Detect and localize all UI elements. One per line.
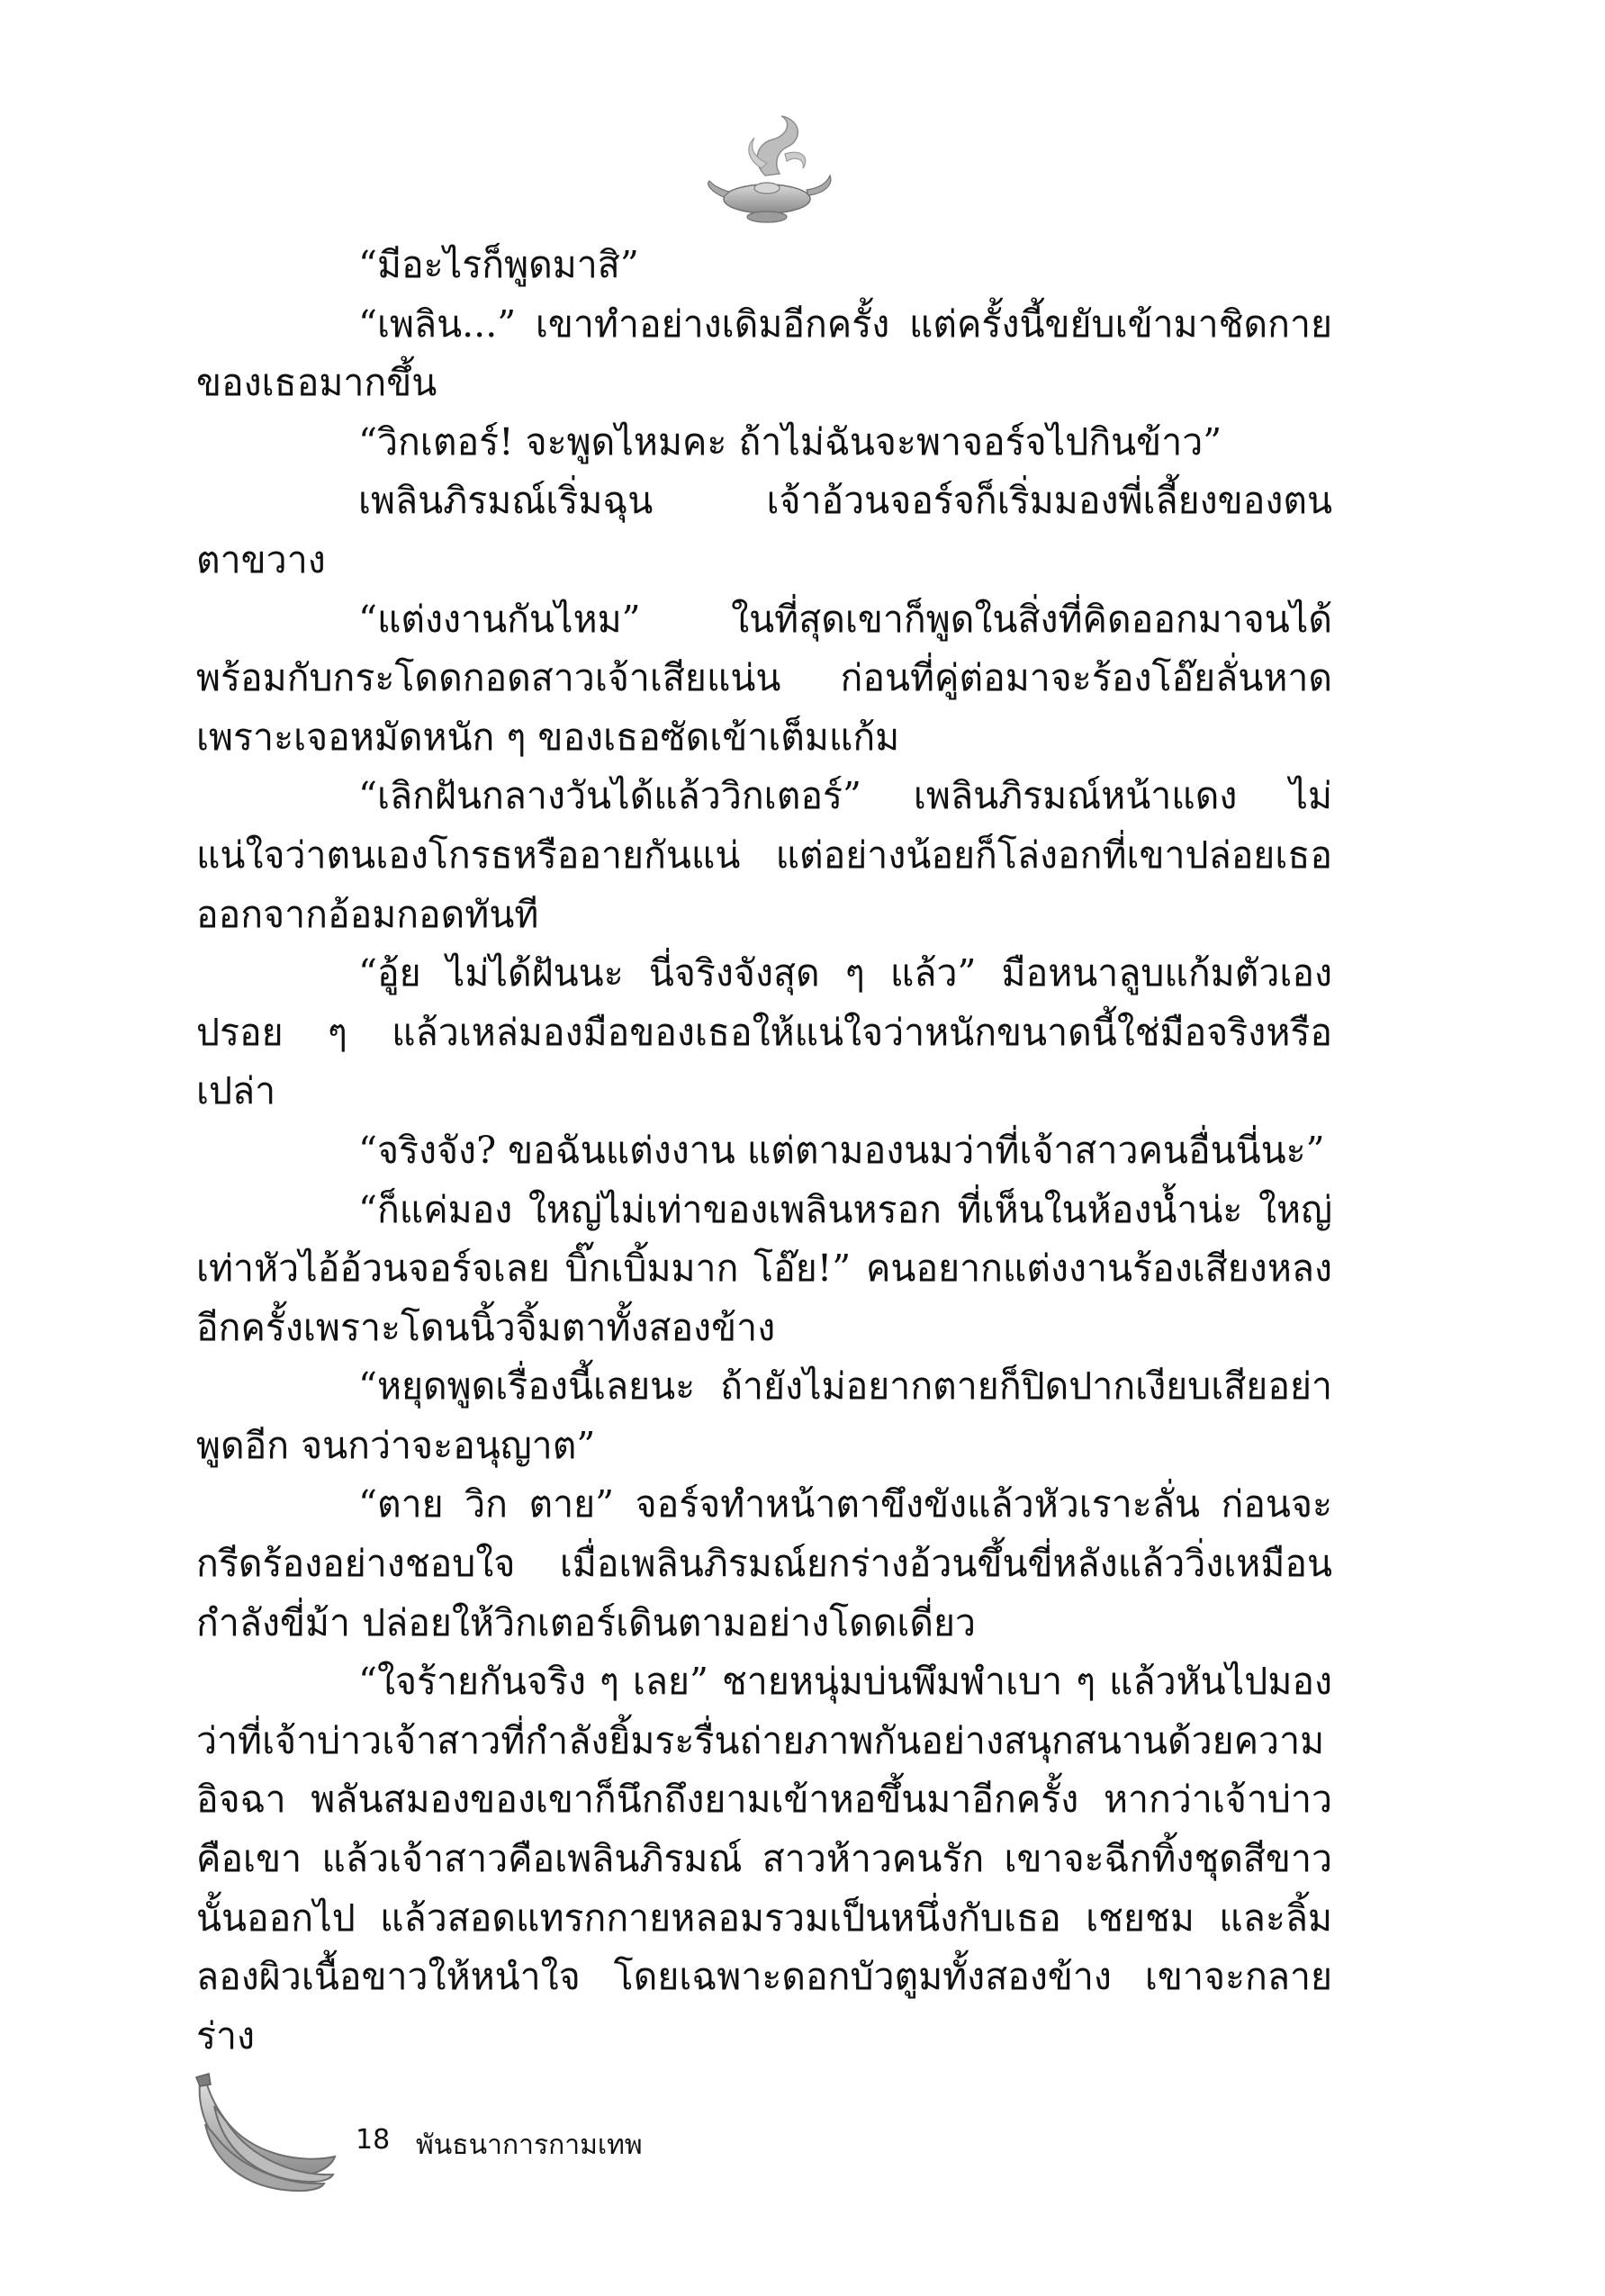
paragraph: “ก็แค่มอง ใหญ่ไม่เท่าของเพลินหรอก ที่เห็นในห้องน้ำน่ะ ใหญ่เท่าหัวไอ้อ้วนจอร์จเลย บิ๊กเบิ้มมาก โอ๊ย!” คนอยากแต่งงานร้องเสียงหลงอีกครั้งเพราะโดนนิ้วจิ้มตาทั้งสองข้าง — [196, 1187, 1332, 1349]
body-text — [196, 236, 1332, 2066]
paragraph: “มีอะไรก็พูดมาสิ” — [358, 243, 639, 286]
paragraph: “เพลิน...” เขาทำอย่างเดิมอีกครั้ง แต่ครั้งนี้ขยับเข้ามาชิดกายของเธอมากขึ้น — [196, 302, 1332, 405]
paragraph: “จริงจัง? ขอฉันแต่งงาน แต่ตามองนมว่าที่เจ้าสาวคนอื่นนี่นะ” — [358, 1128, 1325, 1172]
paragraph: “ใจร้ายกันจริง ๆ เลย” ชายหนุ่มบ่นพึมพำเบา ๆ แล้วหันไปมองว่าที่เจ้าบ่าวเจ้าสาวที่กำลังยิ้มระรื่นถ่ายภาพกันอย่างสนุกสนานด้วยความอิจฉา พลันสมองของเขาก็นึกถึงยามเข้าหอขึ้นมาอีกครั้ง หากว่าเจ้าบ่าวคือเขา แล้วเจ้าสาวคือเพลินภิรมณ์ สาวห้าวคนรัก เขาจะฉีกทิ้งชุดสีขาวนั้นออกไป แล้วสอดแทรกกายหลอมรวมเป็นหนึ่งกับเธอ เชยชม และลิ้มลองผิวเนื้อขาวให้หนำใจ โดยเฉพาะดอกบัวตูมทั้งสองข้าง เขาจะกลายร่าง — [196, 1660, 1332, 2057]
paragraph: “ตาย วิก ตาย” จอร์จทำหน้าตาขึงขังแล้วหัวเราะลั่น ก่อนจะกรีดร้องอย่างชอบใจ เมื่อเพลินภิรมณ์ยกร่างอ้วนขึ้นขี่หลังแล้ววิ่งเหมือนกำลังขี่ม้า ปล่อยให้วิกเตอร์เดินตามอย่างโดดเดี่ยว — [196, 1482, 1332, 1644]
paragraph: “วิกเตอร์! จะพูดไหมคะ ถ้าไม่ฉันจะพาจอร์จไปกินข้าว” — [358, 419, 1222, 464]
paragraph: เพลินภิรมณ์เริ่มฉุน เจ้าอ้วนจอร์จก็เริ่มมองพี่เลี้ยงของตนตาขวาง — [196, 479, 1332, 581]
paragraph: “เลิกฝันกลางวันได้แล้ววิกเตอร์” เพลินภิรมณ์หน้าแดง ไม่แน่ใจว่าตนเองโกรธหรืออายกันแน่ แต่อย่างน้อยก็โล่งอกที่เขาปล่อยเธอออกจากอ้อมกอดทันที — [196, 774, 1332, 936]
paragraph: “แต่งงานกันไหม” ในที่สุดเขาก็พูดในสิ่งที่คิดออกมาจนได้ พร้อมกับกระโดดกอดสาวเจ้าเสียแน่น ก่อนที่คู่ต่อมาจะร้องโอ๊ยลั่นหาด เพราะเจอหมัดหนัก ๆ ของเธอซัดเข้าเต็มแก้ม — [196, 597, 1332, 759]
paragraph: “หยุดพูดเรื่องนี้เลยนะ ถ้ายังไม่อยากตายก็ปิดปากเงียบเสียอย่าพูดอีก จนกว่าจะอนุญาต” — [196, 1364, 1332, 1467]
magic-lamp-icon — [702, 113, 837, 230]
banana-bunch-icon — [187, 2070, 340, 2196]
paragraph: “อู้ย ไม่ได้ฝันนะ นี่จริงจังสุด ๆ แล้ว” มือหนาลูบแก้มตัวเองปรอย ๆ แล้วเหล่มองมือของเธอให้แน่ใจว่าหนักขนาดนี้ใช่มือจริงหรือเปล่า — [196, 951, 1332, 1113]
running-title: พันธนาการกามเทพ — [416, 2129, 643, 2161]
page-number: 18 — [356, 2124, 391, 2156]
